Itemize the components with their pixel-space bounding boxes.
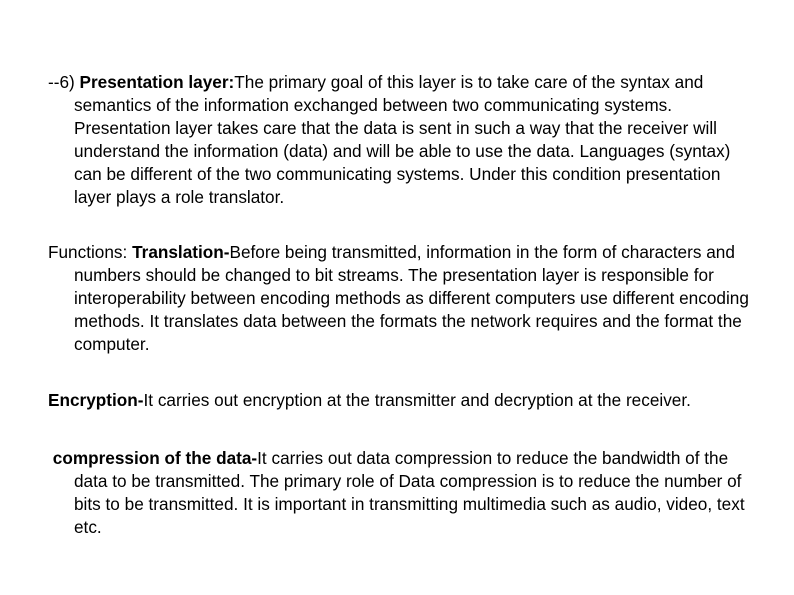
encryption-paragraph	[48, 389, 754, 412]
translation-heading: Translation-	[132, 242, 230, 262]
compression-paragraph	[48, 447, 754, 539]
presentation-layer-text: The primary goal of this layer is to take care of the syntax and semantics of the information exchanged between two communicating systems. Presentation layer takes care that the data is sent in such a way that the receiver will understand the information (data) and will be able to use the data. Languages (syntax) can be different of the two communicating systems. Under this condition presentation layer plays a role translator.	[74, 72, 731, 207]
translation-text: Before being transmitted, information in the form of characters and numbers should be changed to bit streams. The presentation layer is responsible for interoperability between encoding methods as different computers use different encoding methods. It translates data between the formats the network requires and the format the computer.	[74, 242, 749, 354]
encryption-heading: Encryption-	[48, 390, 144, 410]
encryption-text: It carries out encryption at the transmitter and decryption at the receiver.	[143, 390, 691, 410]
functions-prefix: Functions:	[48, 242, 133, 262]
presentation-layer-paragraph	[48, 71, 754, 209]
presentation-layer-heading: Presentation layer:	[79, 72, 235, 92]
compression-text: It carries out data compression to reduce the bandwidth of the data to be transmitted. The primary role of Data compression is to reduce the number of bits to be transmitted. It is important in transmitting multimedia such as audio, video, text etc.	[74, 448, 745, 537]
compression-heading: compression of the data-	[52, 448, 258, 468]
presentation-prefix: --6)	[48, 72, 80, 92]
functions-translation-paragraph	[48, 241, 754, 356]
